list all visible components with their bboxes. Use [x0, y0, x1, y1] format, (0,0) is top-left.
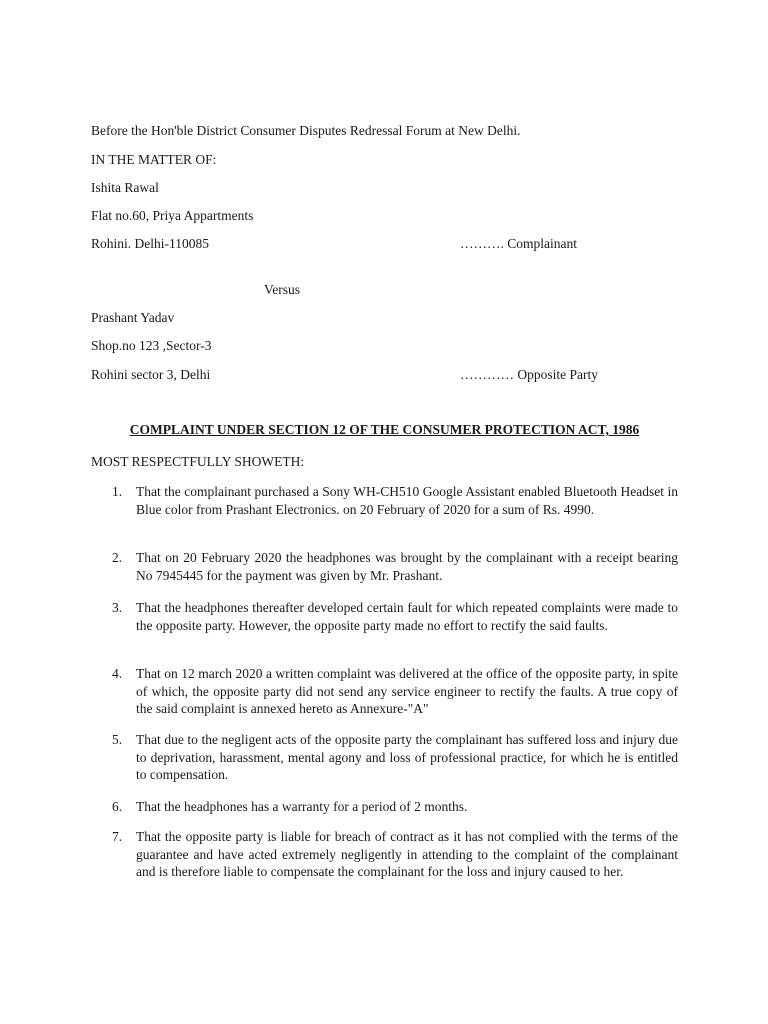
list-item-number: 7. — [112, 829, 123, 844]
list-item-number: 6. — [112, 799, 123, 814]
versus-label: Versus — [264, 282, 300, 297]
list-item-number: 5. — [112, 732, 123, 747]
forum-title: Before the Hon'ble District Consumer Disputes Redressal Forum at New Delhi. — [91, 123, 521, 138]
list-item-text: That the complainant purchased a Sony WH-CH510 Google Assistant enabled Bluetooth Headset in Blue color from Prashant Electronics. on 20 February of 2020 for a sum of Rs. 4990. — [136, 484, 678, 517]
list-item — [112, 483, 678, 518]
complainant-role-label: ………. Complainant — [460, 236, 577, 251]
list-item-text: That due to the negligent acts of the opposite party the complainant has suffered loss and injury due to deprivation, harassment, mental agony and loss of professional practice, for which he is entitled to compensation. — [136, 732, 678, 782]
complainant-address-line2: Rohini. Delhi-110085 — [91, 236, 209, 251]
showeth-label: MOST RESPECTFULLY SHOWETH: — [91, 454, 305, 469]
list-item-text: That the headphones thereafter developed certain fault for which repeated complaints were made to the opposite party. However, the opposite party made no effort to rectify the said faults. — [136, 600, 678, 633]
list-item-number: 3. — [112, 600, 123, 615]
list-item-number: 2. — [112, 550, 123, 565]
list-item — [112, 798, 678, 816]
opposite-party-role-label: ………… Opposite Party — [460, 367, 598, 382]
opposite-party-address-line2: Rohini sector 3, Delhi — [91, 367, 211, 382]
opposite-party-name: Prashant Yadav — [91, 310, 175, 325]
list-item — [112, 665, 678, 718]
list-item — [112, 549, 678, 584]
list-item-text: That on 20 February 2020 the headphones was brought by the complainant with a receipt bearing No 7945445 for the payment was given by Mr. Prashant. — [136, 550, 678, 583]
complaint-heading: COMPLAINT UNDER SECTION 12 OF THE CONSUMER PROTECTION ACT, 1986 — [129, 422, 640, 437]
list-item-number: 4. — [112, 666, 123, 681]
list-item — [112, 599, 678, 634]
list-item-text: That the opposite party is liable for breach of contract as it has not complied with the terms of the guarantee and have acted extremely negligently in attending to the complaint of the complainant and is therefore liable to compensate the complainant for the loss and injury caused to her. — [136, 829, 678, 879]
complainant-name: Ishita Rawal — [91, 180, 159, 195]
list-item-number: 1. — [112, 484, 123, 499]
opposite-party-address-line1: Shop.no 123 ,Sector-3 — [91, 338, 212, 353]
complainant-address-line1: Flat no.60, Priya Appartments — [91, 208, 254, 223]
matter-of-label: IN THE MATTER OF: — [91, 152, 217, 167]
list-item-text: That the headphones has a warranty for a period of 2 months. — [136, 799, 468, 814]
list-item-text: That on 12 march 2020 a written complaint was delivered at the office of the opposite party, in spite of which, the opposite party did not send any service engineer to rectify the faults. A true copy of the said complaint is annexed hereto as Annexure-"A" — [136, 666, 678, 716]
list-item — [112, 828, 678, 881]
list-item — [112, 731, 678, 784]
